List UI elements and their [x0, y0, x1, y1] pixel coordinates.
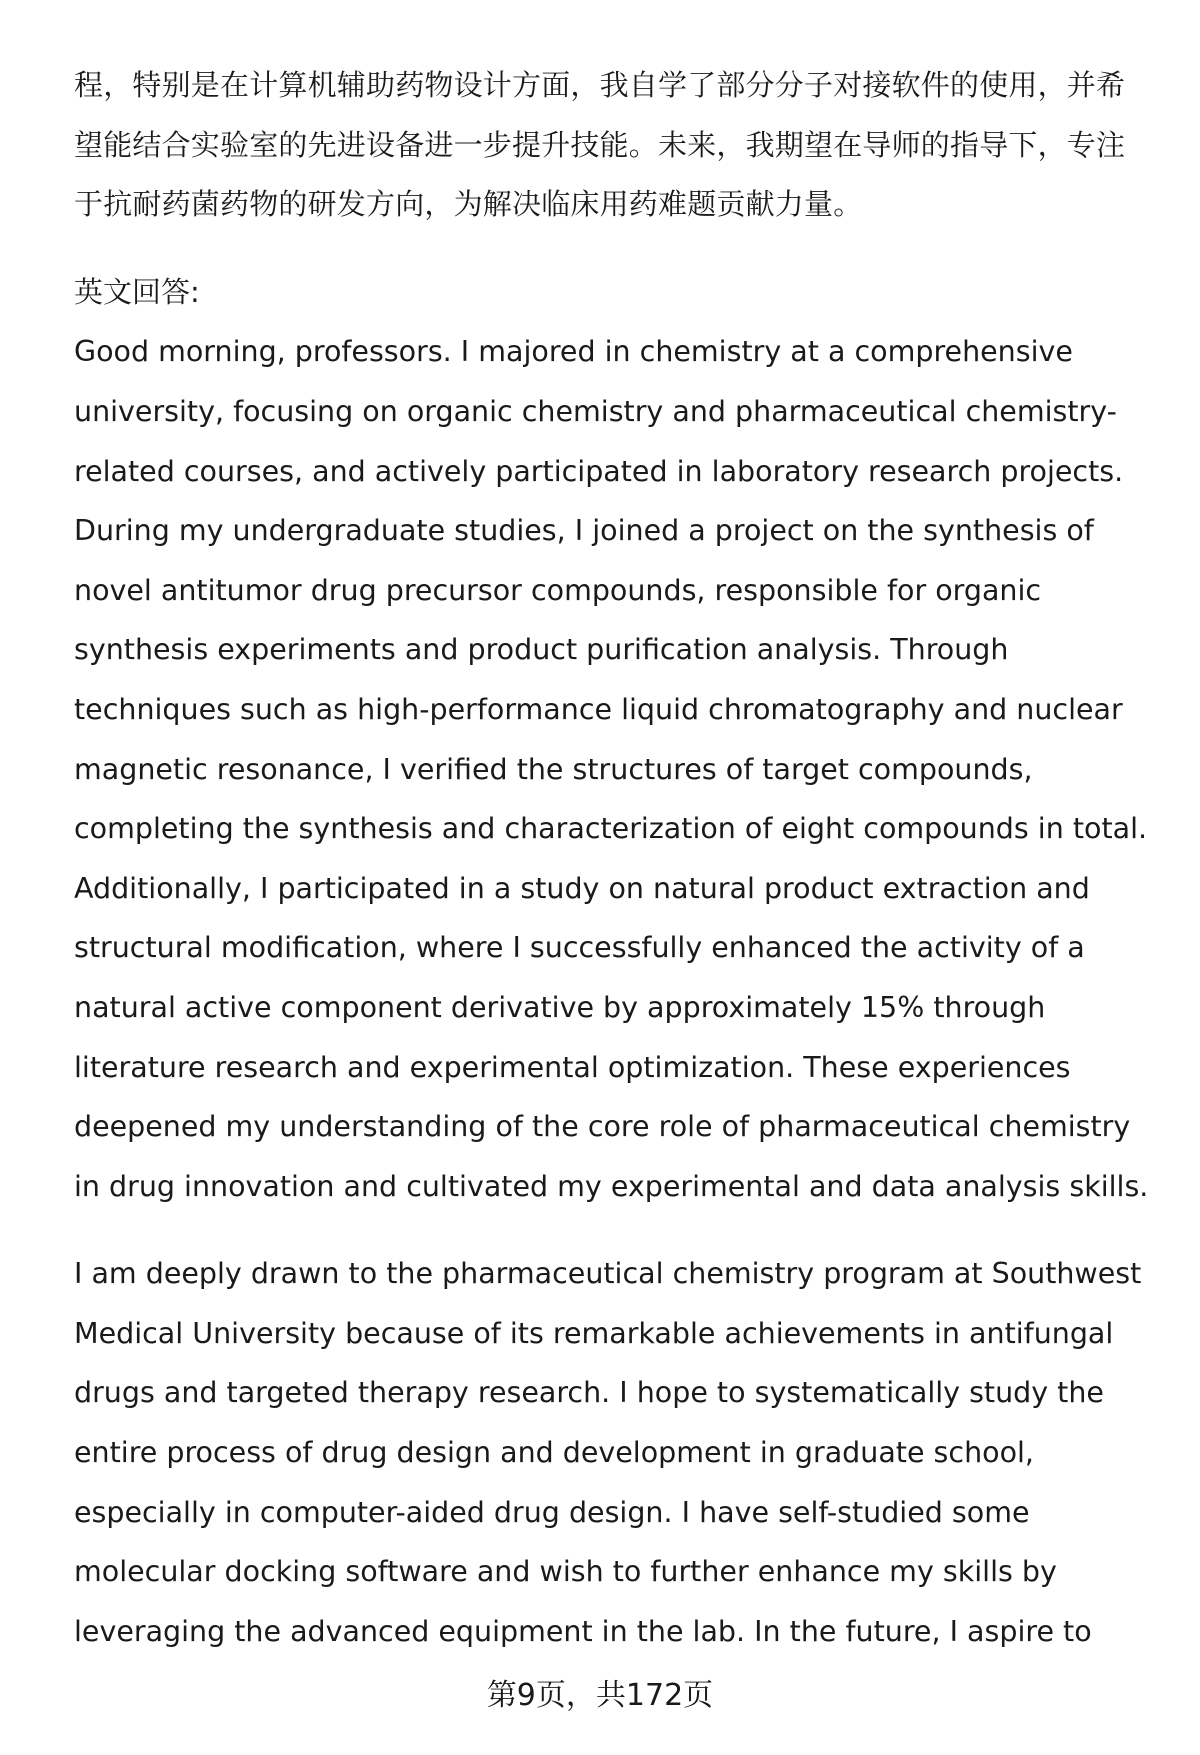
text-line: 于抗耐药菌药物的研发方向，为解决临床用药难题贡献力量。: [74, 187, 863, 222]
text-line: molecular docking software and wish to further enhance my skills by: [74, 1555, 1057, 1589]
text-line: Additionally, I participated in a study on natural product extraction and: [74, 871, 1090, 905]
text-line: university, focusing on organic chemistry and pharmaceutical chemistry-: [74, 394, 1117, 428]
text-line: literature research and experimental optimization. These experiences: [74, 1050, 1071, 1084]
text-line: During my undergraduate studies, I joined a project on the synthesis of: [74, 514, 1094, 548]
text-line: related courses, and actively participated in laboratory research projects.: [74, 454, 1124, 488]
text-line: drugs and targeted therapy research. I hope to systematically study the: [74, 1376, 1104, 1410]
english-paragraph-2: [74, 1244, 1154, 1661]
text-line: Good morning, professors. I majored in chemistry at a comprehensive: [74, 335, 1073, 369]
english-answer-heading: 英文回答:: [74, 274, 200, 309]
paragraph-spacer: [74, 235, 1154, 263]
text-line: structural modification, where I successfully enhanced the activity of a: [74, 931, 1085, 965]
text-line: natural active component derivative by approximately 15% through: [74, 990, 1046, 1024]
text-line: novel antitumor drug precursor compounds, responsible for organic: [74, 573, 1042, 607]
text-line: Medical University because of its remarkable achievements in antifungal: [74, 1316, 1114, 1350]
paragraph-spacer: [74, 1216, 1154, 1244]
chinese-paragraph: [74, 56, 1154, 235]
text-line: magnetic resonance, I verified the structures of target compounds,: [74, 752, 1033, 786]
text-line: techniques such as high-performance liquid chromatography and nuclear: [74, 692, 1123, 726]
text-line: 程，特别是在计算机辅助药物设计方面，我自学了部分分子对接软件的使用，并希: [74, 68, 1126, 102]
page-content: [74, 56, 1154, 1661]
english-paragraph-1: [74, 322, 1154, 1216]
text-line: deepened my understanding of the core role of pharmaceutical chemistry: [74, 1110, 1131, 1144]
text-line: leveraging the advanced equipment in the lab. In the future, I aspire to: [74, 1614, 1092, 1648]
text-line: I am deeply drawn to the pharmaceutical chemistry program at Southwest: [74, 1257, 1142, 1291]
page-indicator: 第9页，共172页: [486, 1678, 714, 1713]
text-line: completing the synthesis and characterization of eight compounds in total.: [74, 812, 1148, 846]
text-line: especially in computer-aided drug design. I have self-studied some: [74, 1495, 1030, 1529]
text-line: in drug innovation and cultivated my experimental and data analysis skills.: [74, 1169, 1149, 1203]
text-line: 望能结合实验室的先进设备进一步提升技能。未来，我期望在导师的指导下，专注: [74, 127, 1126, 162]
text-line: entire process of drug design and development in graduate school,: [74, 1436, 1034, 1470]
text-line: synthesis experiments and product purification analysis. Through: [74, 633, 1009, 667]
